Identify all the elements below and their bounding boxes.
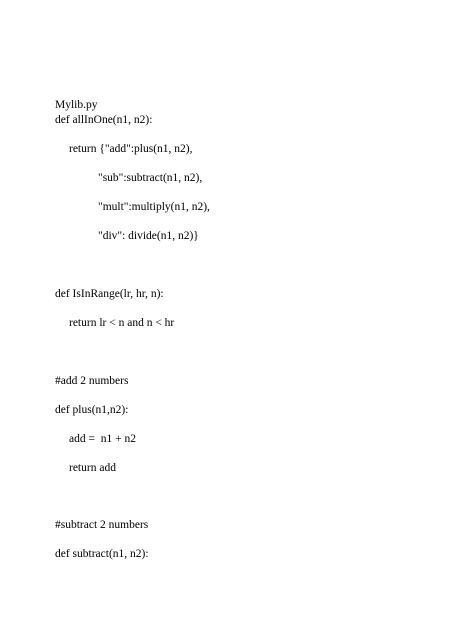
code-line-div-entry: "div": divide(n1, n2)} bbox=[98, 230, 199, 242]
code-line-def-allinone: def allInOne(n1, n2): bbox=[55, 114, 153, 126]
code-line-return-range: return lr < n and n < hr bbox=[69, 317, 175, 329]
code-line-add-assign: add = n1 + n2 bbox=[69, 433, 136, 445]
code-line-mult-entry: "mult":multiply(n1, n2), bbox=[98, 201, 210, 213]
code-line-def-subtract: def subtract(n1, n2): bbox=[55, 548, 149, 560]
code-line-return-add: return add bbox=[69, 462, 116, 474]
code-line-def-plus: def plus(n1,n2): bbox=[55, 404, 129, 416]
comment-add-line: #add 2 numbers bbox=[55, 375, 129, 387]
comment-subtract-line: #subtract 2 numbers bbox=[55, 519, 149, 531]
code-line-sub-entry: "sub":subtract(n1, n2), bbox=[98, 172, 203, 184]
code-line-return-dict: return {"add":plus(n1, n2), bbox=[69, 143, 193, 155]
file-title-line: Mylib.py bbox=[55, 99, 98, 111]
code-line-def-isinrange: def IsInRange(lr, hr, n): bbox=[55, 288, 164, 300]
